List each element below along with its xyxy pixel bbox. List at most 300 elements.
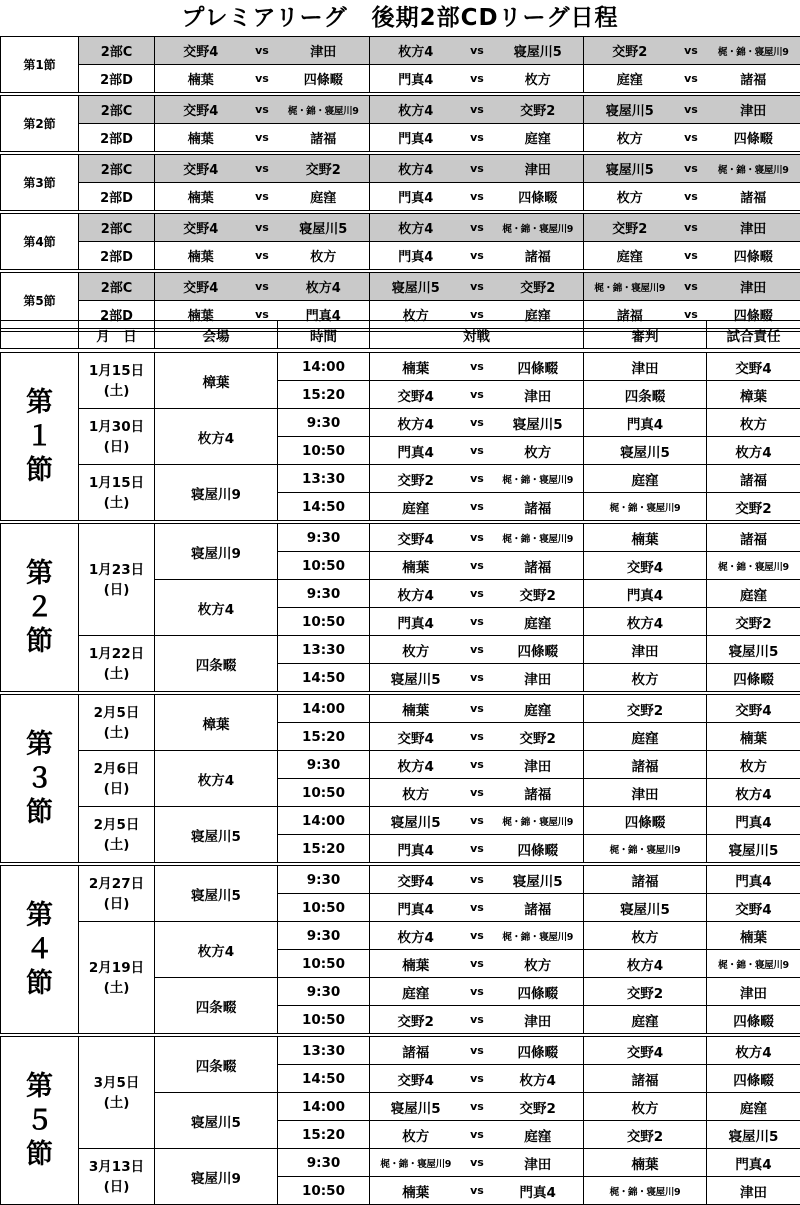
away-team: 四條畷 — [493, 183, 584, 211]
home-team: 寝屋川5 — [370, 273, 462, 301]
date-cell — [79, 465, 155, 521]
away-team: 津田 — [707, 96, 800, 124]
home-team: 門真4 — [370, 65, 462, 93]
away-team: 梶・錦・寝屋川9 — [707, 37, 800, 65]
responsible-cell: 庭窪 — [707, 1093, 800, 1121]
away-team: 庭窪 — [493, 608, 584, 636]
venue-cell: 寝屋川5 — [155, 807, 278, 863]
venue-cell: 枚方4 — [155, 409, 278, 465]
away-team: 津田 — [493, 1006, 584, 1034]
vs-label: vs — [462, 183, 493, 211]
referee-cell: 梶・錦・寝屋川9 — [584, 493, 707, 521]
responsible-cell: 諸福 — [707, 465, 800, 493]
responsible-cell: 諸福 — [707, 524, 800, 552]
time-cell: 13:30 — [278, 636, 370, 664]
home-team: 枚方4 — [370, 580, 462, 608]
responsible-cell: 四條畷 — [707, 664, 800, 692]
away-team: 津田 — [493, 751, 584, 779]
vs-label: vs — [462, 242, 493, 270]
vs-label: vs — [462, 301, 493, 329]
referee-cell: 門真4 — [584, 580, 707, 608]
vs-label: vs — [247, 65, 278, 93]
vs-label: vs — [462, 807, 493, 835]
weekday-text: (日) — [79, 580, 154, 600]
weekday-text: (土) — [79, 381, 154, 401]
vs-label: vs — [462, 552, 493, 580]
away-team: 諸福 — [493, 779, 584, 807]
vs-label: vs — [462, 1177, 493, 1205]
matchday-label: 第5節 — [1, 273, 79, 329]
referee-cell: 楠葉 — [584, 524, 707, 552]
responsible-cell: 枚方4 — [707, 1037, 800, 1065]
away-team: 梶・錦・寝屋川9 — [493, 465, 584, 493]
away-team: 四條畷 — [493, 353, 584, 381]
away-team: 梶・錦・寝屋川9 — [493, 214, 584, 242]
referee-cell: 諸福 — [584, 1065, 707, 1093]
time-cell: 9:30 — [278, 580, 370, 608]
date-cell — [79, 751, 155, 807]
away-team: 諸福 — [493, 493, 584, 521]
vs-label: vs — [462, 779, 493, 807]
time-cell: 9:30 — [278, 751, 370, 779]
responsible-cell: 交野2 — [707, 608, 800, 636]
home-team: 枚方 — [584, 124, 676, 152]
home-team: 寝屋川5 — [584, 155, 676, 183]
away-team: 枚方 — [493, 950, 584, 978]
away-team: 津田 — [493, 381, 584, 409]
vs-label: vs — [247, 242, 278, 270]
away-team: 寝屋川5 — [493, 866, 584, 894]
referee-cell: 諸福 — [584, 866, 707, 894]
date-text: 1月15日 — [79, 361, 154, 381]
away-team: 梶・錦・寝屋川9 — [493, 524, 584, 552]
referee-cell: 寝屋川5 — [584, 894, 707, 922]
vs-label: vs — [462, 65, 493, 93]
responsible-cell: 楠葉 — [707, 723, 800, 751]
home-team: 交野4 — [370, 723, 462, 751]
matchday-label: 第1節 — [1, 37, 79, 93]
responsible-cell: 枚方4 — [707, 437, 800, 465]
responsible-cell: 庭窪 — [707, 580, 800, 608]
away-team: 四條畷 — [493, 1037, 584, 1065]
away-team: 枚方4 — [278, 273, 370, 301]
home-team: 枚方 — [370, 779, 462, 807]
vs-label: vs — [462, 1037, 493, 1065]
home-team: 門真4 — [370, 608, 462, 636]
vs-label: vs — [676, 37, 707, 65]
away-team: 門真4 — [493, 1177, 584, 1205]
time-cell: 9:30 — [278, 1149, 370, 1177]
responsible-cell: 梶・錦・寝屋川9 — [707, 552, 800, 580]
venue-cell: 四条畷 — [155, 978, 278, 1034]
responsible-cell: 寝屋川5 — [707, 1121, 800, 1149]
vs-label: vs — [676, 96, 707, 124]
away-team: 寝屋川5 — [493, 37, 584, 65]
vs-label: vs — [462, 155, 493, 183]
vs-label: vs — [462, 835, 493, 863]
away-team: 津田 — [707, 273, 800, 301]
referee-cell: 庭窪 — [584, 1006, 707, 1034]
away-team: 庭窪 — [493, 695, 584, 723]
vs-label: vs — [676, 155, 707, 183]
matchday-label: 第4節 — [1, 214, 79, 270]
date-cell — [79, 1037, 155, 1149]
time-cell: 14:50 — [278, 1065, 370, 1093]
away-team: 四條畷 — [493, 835, 584, 863]
date-cell — [79, 1149, 155, 1205]
schedule-row — [1, 1037, 800, 1065]
away-team: 交野2 — [493, 1093, 584, 1121]
away-team: 枚方 — [493, 437, 584, 465]
away-team: 諸福 — [493, 552, 584, 580]
home-team: 門真4 — [370, 835, 462, 863]
referee-cell: 楠葉 — [584, 1149, 707, 1177]
venue-cell: 寝屋川5 — [155, 866, 278, 922]
home-team: 楠葉 — [370, 552, 462, 580]
home-team: 楠葉 — [370, 1177, 462, 1205]
venue-cell: 樟葉 — [155, 695, 278, 751]
responsible-cell: 門真4 — [707, 807, 800, 835]
time-cell: 10:50 — [278, 552, 370, 580]
away-team: 津田 — [278, 37, 370, 65]
date-text: 3月5日 — [79, 1073, 154, 1093]
responsible-cell: 枚方 — [707, 751, 800, 779]
time-cell: 13:30 — [278, 1037, 370, 1065]
home-team: 楠葉 — [370, 695, 462, 723]
away-team: 枚方 — [493, 65, 584, 93]
vs-label: vs — [247, 273, 278, 301]
responsible-cell: 枚方4 — [707, 779, 800, 807]
time-cell: 14:00 — [278, 1093, 370, 1121]
date-text: 1月22日 — [79, 644, 154, 664]
vs-label: vs — [462, 894, 493, 922]
referee-cell: 四条畷 — [584, 381, 707, 409]
away-team: 庭窪 — [493, 1121, 584, 1149]
matchday-summary-table — [0, 36, 800, 332]
home-team: 楠葉 — [370, 353, 462, 381]
weekday-text: (日) — [79, 437, 154, 457]
header-date: 月 日 — [79, 321, 155, 349]
home-team: 交野4 — [370, 1065, 462, 1093]
away-team: 庭窪 — [493, 124, 584, 152]
home-team: 庭窪 — [370, 978, 462, 1006]
vs-label: vs — [462, 636, 493, 664]
referee-cell: 交野2 — [584, 978, 707, 1006]
responsible-cell: 楠葉 — [707, 922, 800, 950]
home-team: 交野4 — [370, 524, 462, 552]
away-team: 四條畷 — [707, 242, 800, 270]
date-cell — [79, 353, 155, 409]
header-venue: 会場 — [155, 321, 278, 349]
vs-label: vs — [676, 242, 707, 270]
home-team: 枚方 — [370, 636, 462, 664]
referee-cell: 枚方4 — [584, 608, 707, 636]
home-team: 交野4 — [155, 214, 247, 242]
weekday-text: (土) — [79, 493, 154, 513]
venue-cell: 四条畷 — [155, 636, 278, 692]
time-cell: 14:50 — [278, 493, 370, 521]
away-team: 梶・錦・寝屋川9 — [493, 922, 584, 950]
vs-label: vs — [462, 37, 493, 65]
schedule-table — [0, 320, 800, 1205]
vs-label: vs — [247, 155, 278, 183]
time-cell: 13:30 — [278, 465, 370, 493]
away-team: 四條畷 — [278, 65, 370, 93]
schedule-row — [1, 524, 800, 552]
home-team: 梶・錦・寝屋川9 — [584, 273, 676, 301]
time-cell: 15:20 — [278, 1121, 370, 1149]
responsible-cell: 樟葉 — [707, 381, 800, 409]
responsible-cell: 梶・錦・寝屋川9 — [707, 950, 800, 978]
vs-label: vs — [462, 273, 493, 301]
time-cell: 10:50 — [278, 950, 370, 978]
home-team: 諸福 — [370, 1037, 462, 1065]
time-cell: 14:50 — [278, 664, 370, 692]
vs-label: vs — [247, 37, 278, 65]
responsible-cell: 寝屋川5 — [707, 835, 800, 863]
division-label: 2部D — [79, 183, 155, 211]
referee-cell: 梶・錦・寝屋川9 — [584, 835, 707, 863]
away-team: 四條畷 — [707, 301, 800, 329]
away-team: 梶・錦・寝屋川9 — [493, 807, 584, 835]
venue-cell: 枚方4 — [155, 580, 278, 636]
home-team: 交野4 — [155, 37, 247, 65]
time-cell: 10:50 — [278, 1006, 370, 1034]
referee-cell: 門真4 — [584, 409, 707, 437]
away-team: 庭窪 — [493, 301, 584, 329]
section-label: 第 ４ 節 — [1, 866, 79, 1034]
away-team: 津田 — [707, 214, 800, 242]
vs-label: vs — [676, 214, 707, 242]
away-team: 諸福 — [278, 124, 370, 152]
referee-cell: 津田 — [584, 636, 707, 664]
vs-label: vs — [247, 301, 278, 329]
division-label: 2部C — [79, 214, 155, 242]
home-team: 楠葉 — [155, 65, 247, 93]
home-team: 交野2 — [370, 465, 462, 493]
matchday-row — [1, 273, 800, 301]
page-title: プレミアリーグ 後期2部CDリーグ日程 — [0, 0, 800, 34]
schedule-row — [1, 409, 800, 437]
vs-label: vs — [462, 723, 493, 751]
home-team: 枚方4 — [370, 409, 462, 437]
away-team: 枚方 — [278, 242, 370, 270]
home-team: 楠葉 — [155, 183, 247, 211]
away-team: 四條畷 — [493, 636, 584, 664]
referee-cell: 枚方 — [584, 1093, 707, 1121]
responsible-cell: 枚方 — [707, 409, 800, 437]
home-team: 枚方4 — [370, 37, 462, 65]
away-team: 庭窪 — [278, 183, 370, 211]
responsible-cell: 交野4 — [707, 695, 800, 723]
home-team: 枚方4 — [370, 155, 462, 183]
vs-label: vs — [462, 493, 493, 521]
home-team: 門真4 — [370, 242, 462, 270]
vs-label: vs — [462, 1093, 493, 1121]
away-team: 交野2 — [493, 96, 584, 124]
schedule-row — [1, 636, 800, 664]
home-team: 枚方4 — [370, 922, 462, 950]
vs-label: vs — [462, 524, 493, 552]
away-team: 交野2 — [278, 155, 370, 183]
away-team: 諸福 — [493, 242, 584, 270]
vs-label: vs — [462, 409, 493, 437]
vs-label: vs — [676, 301, 707, 329]
section-label: 第 ５ 節 — [1, 1037, 79, 1205]
responsible-cell: 寝屋川5 — [707, 636, 800, 664]
home-team: 門真4 — [370, 183, 462, 211]
vs-label: vs — [462, 465, 493, 493]
vs-label: vs — [676, 273, 707, 301]
matchday-row — [1, 214, 800, 242]
home-team: 庭窪 — [370, 493, 462, 521]
away-team: 梶・錦・寝屋川9 — [278, 96, 370, 124]
time-cell: 15:20 — [278, 723, 370, 751]
date-text: 2月27日 — [79, 874, 154, 894]
away-team: 津田 — [493, 664, 584, 692]
vs-label: vs — [462, 124, 493, 152]
vs-label: vs — [462, 922, 493, 950]
header-responsible: 試合責任 — [707, 321, 800, 349]
time-cell: 10:50 — [278, 779, 370, 807]
vs-label: vs — [462, 1149, 493, 1177]
referee-cell: 庭窪 — [584, 465, 707, 493]
home-team: 交野4 — [155, 273, 247, 301]
vs-label: vs — [462, 214, 493, 242]
home-team: 梶・錦・寝屋川9 — [370, 1149, 462, 1177]
home-team: 交野2 — [584, 214, 676, 242]
weekday-text: (日) — [79, 1177, 154, 1197]
venue-cell: 寝屋川9 — [155, 465, 278, 521]
matchday-row — [1, 242, 800, 270]
time-cell: 15:20 — [278, 835, 370, 863]
home-team: 庭窪 — [584, 65, 676, 93]
responsible-cell: 交野4 — [707, 353, 800, 381]
vs-label: vs — [462, 96, 493, 124]
matchday-row — [1, 96, 800, 124]
schedule-row — [1, 866, 800, 894]
home-team: 寝屋川5 — [370, 1093, 462, 1121]
date-text: 2月5日 — [79, 815, 154, 835]
referee-cell: 津田 — [584, 779, 707, 807]
away-team: 諸福 — [707, 183, 800, 211]
weekday-text: (土) — [79, 723, 154, 743]
division-label: 2部C — [79, 155, 155, 183]
date-text: 2月19日 — [79, 958, 154, 978]
responsible-cell: 四條畷 — [707, 1065, 800, 1093]
referee-cell: 枚方 — [584, 922, 707, 950]
date-cell — [79, 807, 155, 863]
schedule-row — [1, 1149, 800, 1177]
date-text: 3月13日 — [79, 1157, 154, 1177]
weekday-text: (土) — [79, 835, 154, 855]
vs-label: vs — [676, 183, 707, 211]
matchday-label: 第2節 — [1, 96, 79, 152]
date-text: 2月5日 — [79, 703, 154, 723]
home-team: 枚方 — [370, 301, 462, 329]
vs-label: vs — [462, 608, 493, 636]
away-team: 交野2 — [493, 723, 584, 751]
weekday-text: (日) — [79, 779, 154, 799]
home-team: 寝屋川5 — [584, 96, 676, 124]
date-text: 1月30日 — [79, 417, 154, 437]
home-team: 楠葉 — [155, 301, 247, 329]
time-cell: 14:00 — [278, 353, 370, 381]
referee-cell: 寝屋川5 — [584, 437, 707, 465]
vs-label: vs — [462, 437, 493, 465]
vs-label: vs — [247, 124, 278, 152]
referee-cell: 四條畷 — [584, 807, 707, 835]
referee-cell: 枚方 — [584, 664, 707, 692]
date-cell — [79, 409, 155, 465]
date-cell — [79, 866, 155, 922]
venue-cell: 四条畷 — [155, 1037, 278, 1093]
home-team: 交野4 — [370, 866, 462, 894]
referee-cell: 枚方4 — [584, 950, 707, 978]
responsible-cell: 交野4 — [707, 894, 800, 922]
date-cell — [79, 695, 155, 751]
vs-label: vs — [462, 866, 493, 894]
date-cell — [79, 524, 155, 636]
home-team: 交野2 — [584, 37, 676, 65]
schedule-row — [1, 465, 800, 493]
home-team: 交野4 — [370, 381, 462, 409]
weekday-text: (土) — [79, 1093, 154, 1113]
home-team: 枚方4 — [370, 751, 462, 779]
header-match: 対戦 — [370, 321, 584, 349]
time-cell: 9:30 — [278, 978, 370, 1006]
time-cell: 10:50 — [278, 1177, 370, 1205]
vs-label: vs — [676, 124, 707, 152]
venue-cell: 寝屋川5 — [155, 1093, 278, 1149]
venue-cell: 寝屋川9 — [155, 524, 278, 580]
responsible-cell: 津田 — [707, 1177, 800, 1205]
responsible-cell: 津田 — [707, 978, 800, 1006]
weekday-text: (日) — [79, 894, 154, 914]
home-team: 寝屋川5 — [370, 664, 462, 692]
home-team: 門真4 — [370, 894, 462, 922]
schedule-header-row — [1, 321, 800, 349]
matchday-row — [1, 37, 800, 65]
matchday-row — [1, 65, 800, 93]
time-cell: 15:20 — [278, 381, 370, 409]
schedule-row — [1, 353, 800, 381]
header-time: 時間 — [278, 321, 370, 349]
section-label: 第 ３ 節 — [1, 695, 79, 863]
venue-cell: 樟葉 — [155, 353, 278, 409]
schedule-row — [1, 695, 800, 723]
date-text: 1月15日 — [79, 473, 154, 493]
matchday-row — [1, 155, 800, 183]
away-team: 四條畷 — [493, 978, 584, 1006]
division-label: 2部C — [79, 273, 155, 301]
schedule-row — [1, 751, 800, 779]
away-team: 寝屋川5 — [278, 214, 370, 242]
venue-cell: 枚方4 — [155, 922, 278, 978]
home-team: 庭窪 — [584, 242, 676, 270]
vs-label: vs — [462, 353, 493, 381]
away-team: 梶・錦・寝屋川9 — [707, 155, 800, 183]
time-cell: 14:00 — [278, 695, 370, 723]
home-team: 楠葉 — [370, 950, 462, 978]
referee-cell: 梶・錦・寝屋川9 — [584, 1177, 707, 1205]
time-cell: 9:30 — [278, 524, 370, 552]
home-team: 諸福 — [584, 301, 676, 329]
away-team: 交野2 — [493, 273, 584, 301]
date-cell — [79, 922, 155, 1034]
date-text: 1月23日 — [79, 560, 154, 580]
time-cell: 9:30 — [278, 866, 370, 894]
